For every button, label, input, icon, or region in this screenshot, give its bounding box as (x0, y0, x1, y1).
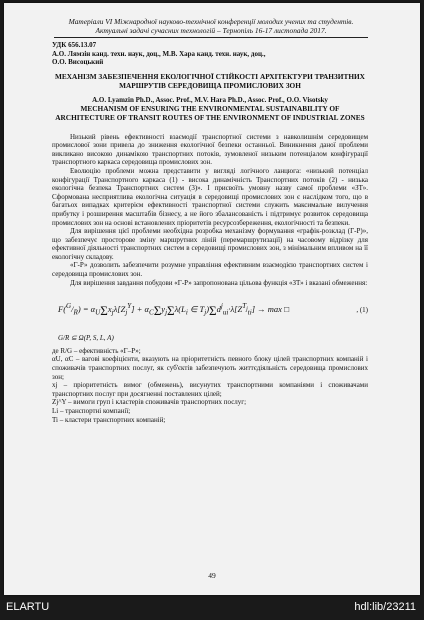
paragraph-2: Еволюцію проблеми можна представити у вигляді логічного ланцюга: «низький потенціал конфігурації Транспортного каркаса (1) - висока динамічність Транспортних потоків (2) - низька екологічна безпека Транспортних систем (3)». І присвоїть умовну назву самої проблеми «ЗТ». Сформована несприятлива екологічна ситуація в середовищі промислових зон є наслідком того, що в багатьох випадках критерієм ефективності транспортної системи служить максимальне вилучення прибутку і розширення масштабів бізнесу, а не його збалансованість і підтримує розвиток середовища промислових зон на основі встановлених пріоритетів ресурсозбереження, екологічності та безпеки. (52, 166, 368, 227)
header-line-2: Актуальні задачі сучасних технологій – Тернопіль 16-17 листопада 2017. (95, 26, 327, 35)
paragraph-1: Низький рівень ефективності взаємодії транспортної системи з навколишнім середовищем промислової зони привела до зниження екологічної безпеки останньої. Виникнення даної проблеми викликано високою динамікою транспортних потоків, зумовленої низьким потенціалом конфігурації транспортного каркаса середовища промислових зон. (52, 132, 368, 167)
objective-function-formula (52, 292, 368, 332)
definition-5: Li – транспортні компанії; (52, 407, 131, 415)
conference-header (54, 17, 368, 35)
udk-code: УДК 656.13.07 (52, 41, 97, 49)
header-rule (54, 37, 368, 38)
formula-constraint: G/R ⊆ Ω(P, S, L, A) (58, 334, 114, 343)
repository-name: ELARTU (6, 601, 50, 613)
title-ua: МЕХАНІЗМ ЗАБЕЗПЕЧЕННЯ ЕКОЛОГІЧНОЇ СТІЙКОСТІ АРХІТЕКТУРИ ТРАНЗИТНИХ МАРШРУТІВ СЕРЕДОВИЩА ПРОМИСЛОВИХ ЗОН (55, 71, 365, 90)
viewer-footer (0, 595, 424, 620)
authors-ua: А.О. Лямзін канд. техн. наук, доц., М.В. Хара канд. техн. наук, доц., (52, 49, 266, 58)
page-number: 49 (208, 571, 216, 580)
header-line-1: Матеріали VI Міжнародної науково-технічної конференції молодих учених та студентів. (68, 17, 354, 26)
paragraph-4: «Г-Р» дозволить забезпечити розумне управління ефективним взаємодією транспортних систем і середовища промислових зон. (52, 261, 368, 279)
paragraph-3: Для вирішення цієї проблеми необхідна розробка механізму формування «графік-розклад (Г-Р)», що забезпечує просторове зміну маршрутних ліній (перемаршрутизації) на часовому відрізку для ефективної діяльності транспортних систем в середовищі промислових зон, з мінімальним впливом на її екологічну складову. (52, 227, 368, 261)
definition-6: Ti – кластери транспортних компаній; (52, 415, 166, 424)
handle-link[interactable]: hdl:lib/23211 (354, 601, 416, 613)
definition-1: де R/G – ефективність «Г–Р»; (52, 346, 141, 355)
authors-ua-cont: О.О. Висоцький (52, 58, 104, 67)
formula-expression: $F(^G/_R) = \alpha_U\Sigma x_j\lambda[Z_j^Y] + \alpha_C\Sigma y_j\Sigma\lambda(L_i$ ∈ $T_j)\Sigma d^j_{ui}\cdot\lambda[Z^{T_j}_{ti}] \to \max$ □ (58, 302, 290, 319)
definition-4: Zj^Y – вимоги груп і кластерів споживачів транспортних послуг; (52, 398, 247, 407)
authors-en: A.O. Lyamzin Ph.D., Assoc. Prof., M.V. Hara Ph.D., Assoc. Prof., O.O. Visotsky (92, 96, 328, 105)
title-en: MECHANISM OF ENSURING THE ENVIRONMENTAL SUSTAINABILITY OF ARCHITECTURE OF TRANSIT ROUTES OF THE ENVIRONMENT OF INDUSTRIAL ZONES (55, 103, 365, 122)
paragraph-5: Для вирішення завдання побудови «Г-Р» запропонована цільова функція «ЗТ» і вказані обмеження: (70, 278, 368, 287)
article-body (52, 41, 368, 424)
formula-number: , (1) (356, 306, 368, 315)
definition-2: αU, αC – вагові коефіцієнти, вказують на пріоритетність певного блоку цілей транспортних компаній і споживачів транспортних послуг, як суб'єктів забезпечують життєдіяльність середовища промислових зон; (52, 355, 368, 381)
definition-3: xj – пріоритетність вимог (обмежень), висунутих транспортними компаніями і споживачами транспортних послуг при досягненні поставлених цілей; (52, 381, 368, 398)
document-page (4, 3, 420, 595)
